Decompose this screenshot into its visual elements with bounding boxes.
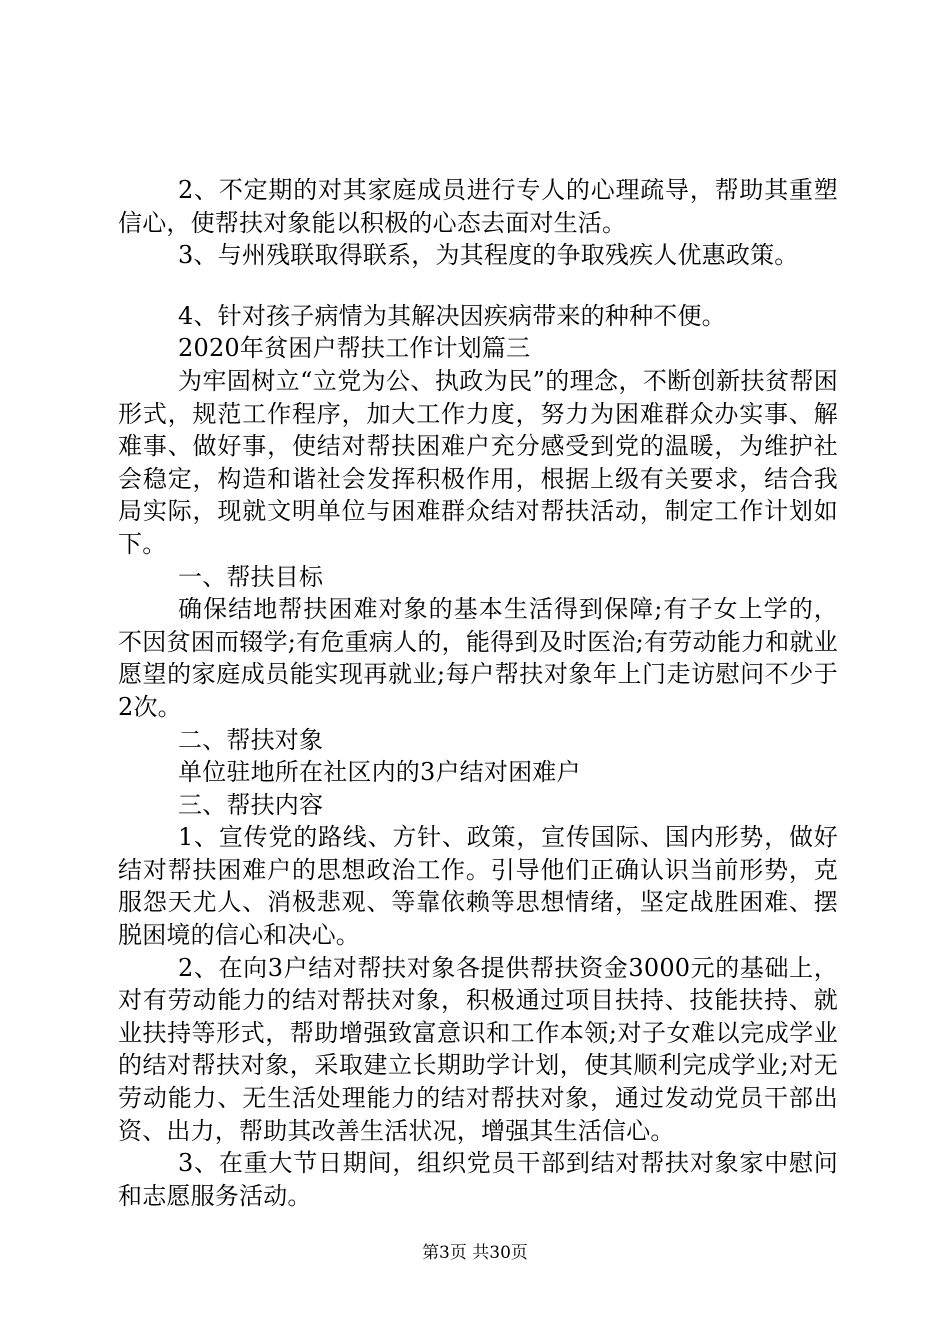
- document-body: [118, 174, 838, 1212]
- paragraph-gap: [118, 272, 838, 300]
- paragraph-intro: 为牢固树立“立党为公、执政为民”的理念，不断创新扶贫帮困形式，规范工作程序，加大工作力度，努力为困难群众办实事、解难事、做好事，使结对帮扶困难户充分感受到党的温暖，为维护社会稳定，构造和谐社会发挥积极作用，根据上级有关要求，结合我局实际，现就文明单位与困难群众结对帮扶活动，制定工作计划如下。: [118, 366, 838, 558]
- page-number: 第3页 共30页: [422, 1243, 528, 1263]
- heading-content: 三、帮扶内容: [178, 790, 324, 819]
- paragraph-goals: 确保结地帮扶困难对象的基本生活得到保障;有子女上学的，不因贫困而辍学;有危重病人的，能得到及时医治;有劳动能力和就业愿望的家庭成员能实现再就业;每户帮扶对象年上门走访慰问不少于2次。: [118, 595, 838, 721]
- paragraph-content-3: 3、在重大节日期间，组织党员干部到结对帮扶对象家中慰问和志愿服务活动。: [118, 1149, 838, 1210]
- section-title: 2020年贫困户帮扶工作计划篇三: [178, 334, 531, 363]
- paragraph-content-2: 2、在向3户结对帮扶对象各提供帮扶资金3000元的基础上，对有劳动能力的结对帮扶对象，积极通过项目扶持、技能扶持、就业扶持等形式，帮助增强致富意识和工作本领;对子女难以完成学业的结对帮扶对象，采取建立长期助学计划，使其顺利完成学业;对无劳动能力、无生活处理能力的结对帮扶对象，通过发动党员干部出资、出力，帮助其改善生活状况，增强其生活信心。: [118, 953, 838, 1145]
- heading-targets: 二、帮扶对象: [178, 725, 324, 754]
- paragraph-2-counseling: 2、不定期的对其家庭成员进行专人的心理疏导，帮助其重塑信心，使帮扶对象能以积极的心态去面对生活。: [118, 176, 838, 237]
- paragraph-4-child-illness: 4、针对孩子病情为其解决因疾病带来的种种不便。: [178, 301, 726, 330]
- paragraph-content-1: 1、宣传党的路线、方针、政策，宣传国际、国内形势，做好结对帮扶困难户的思想政治工作。引导他们正确认识当前形势，克服怨天尤人、消极悲观、等靠依赖等思想情绪，坚定战胜困难、摆脱困境的信心和决心。: [118, 823, 838, 950]
- paragraph-3-disability-policy: 3、与州残联取得联系，为其程度的争取残疾人优惠政策。: [178, 241, 799, 270]
- paragraph-targets: 单位驻地所在社区内的3户结对困难户: [178, 758, 581, 787]
- heading-goals: 一、帮扶目标: [178, 562, 324, 591]
